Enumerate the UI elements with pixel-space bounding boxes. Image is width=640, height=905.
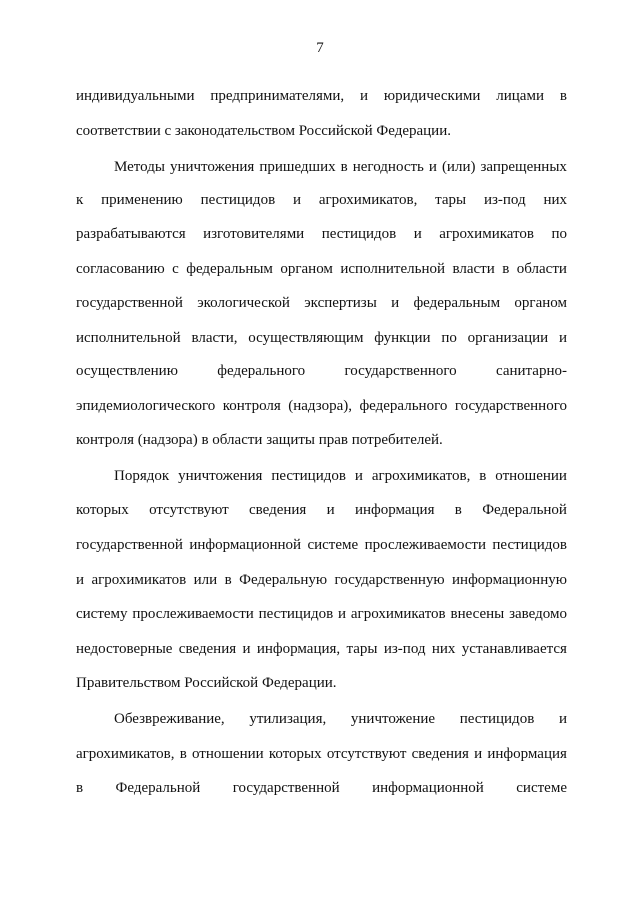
word: индивидуальными [76, 88, 195, 104]
word: систему [76, 606, 128, 622]
word: и [558, 330, 567, 346]
word: которых [76, 502, 129, 518]
word: осуществляющим [248, 330, 364, 346]
text-line [76, 570, 567, 590]
word: организации [467, 330, 549, 346]
word: эпидемиологического [76, 398, 216, 414]
word: сведения [178, 641, 237, 657]
word: государственной [76, 295, 183, 311]
word: агрохимикатов, [371, 468, 471, 484]
word: в [340, 159, 348, 175]
word: государственного [454, 398, 567, 414]
word: с [172, 261, 179, 277]
word: функции [374, 330, 431, 346]
word: контроля [222, 398, 281, 414]
word: и [558, 711, 567, 727]
word: предпринимателями, [210, 88, 345, 104]
word: отношении [495, 468, 567, 484]
word: из-под [383, 641, 426, 657]
word: юридическими [383, 88, 481, 104]
text-line [76, 86, 567, 106]
word: прослеживаемости [364, 537, 486, 553]
word: органом [514, 295, 567, 311]
word: них [543, 192, 567, 208]
word: информационной [372, 780, 484, 796]
text-line [76, 293, 567, 313]
word: тары [435, 192, 467, 208]
word: государственной [76, 537, 183, 553]
word: прослеживаемости [132, 606, 254, 622]
word: изготовителями [203, 226, 305, 242]
text-line [76, 259, 567, 279]
word: лицами [496, 88, 544, 104]
word: согласованию [76, 261, 165, 277]
word: в [454, 502, 462, 518]
word: и [292, 192, 301, 208]
word: уничтожение [350, 711, 436, 727]
word: федерального [217, 363, 306, 379]
text-line [76, 190, 567, 210]
word: тары [346, 641, 378, 657]
word: них [431, 641, 456, 657]
word: по [551, 226, 567, 242]
word: санитарно- [496, 363, 567, 379]
word: Порядок [114, 468, 170, 484]
word: отсутствуют [149, 502, 229, 518]
text-line [76, 744, 567, 764]
word: агрохимикатов [350, 606, 446, 622]
word: и [360, 88, 369, 104]
word: уничтожения [169, 159, 255, 175]
text-line [76, 639, 567, 659]
text-line [76, 328, 567, 348]
word: пестицидов [459, 711, 535, 727]
word: пестицидов [321, 226, 397, 242]
text-line [76, 361, 567, 381]
word: информация [487, 746, 567, 762]
word: пестицидов [492, 537, 567, 553]
word: к [76, 192, 84, 208]
text-line [76, 396, 567, 416]
word: и [413, 226, 422, 242]
word: области [516, 261, 567, 277]
word: и [391, 295, 400, 311]
word: которых [268, 746, 322, 762]
word: и [242, 641, 251, 657]
page-number: 7 [316, 40, 324, 56]
word: органом [280, 261, 333, 277]
text-line [76, 604, 567, 624]
word: пестицидов [200, 192, 276, 208]
word: федеральным [413, 295, 501, 311]
word: федеральным [186, 261, 273, 277]
word: Федеральной [482, 502, 567, 518]
word: сведения [248, 502, 307, 518]
word: исполнительной [76, 330, 181, 346]
word: агрохимикатов [439, 226, 534, 242]
word: агрохимикатов, [318, 192, 418, 208]
word: уничтожения [178, 468, 263, 484]
word: и [326, 502, 335, 518]
word: Федеральную [239, 572, 328, 588]
word: негодность [352, 159, 424, 175]
word: или [193, 572, 218, 588]
word: в [179, 746, 187, 762]
word: запрещенных [480, 159, 567, 175]
word: исполнительной [340, 261, 446, 277]
word: системе [516, 780, 567, 796]
word: пестицидов [258, 606, 334, 622]
word: государственной [232, 780, 340, 796]
word: и [354, 468, 363, 484]
word: сведения [411, 746, 469, 762]
word: отношении [191, 746, 264, 762]
word: отсутствуют [326, 746, 407, 762]
word: осуществлению [76, 363, 178, 379]
word: власти, [191, 330, 238, 346]
word: в [76, 780, 84, 796]
word: разрабатываются [76, 226, 186, 242]
word: Обезвреживание, [114, 711, 225, 727]
word: информационной [189, 537, 302, 553]
word: системе [307, 537, 359, 553]
word: пестицидов [271, 468, 346, 484]
word: по [441, 330, 457, 346]
text-line: соответствии с законодательством Российской Федерации. [76, 123, 451, 139]
text-line [114, 466, 567, 486]
word: экспертизы [304, 295, 377, 311]
word: государственного [344, 363, 457, 379]
word: из-под [483, 192, 526, 208]
text-line [76, 224, 567, 244]
word: информация [354, 502, 435, 518]
text-line [114, 709, 567, 729]
word: и [76, 572, 85, 588]
word: и [428, 159, 437, 175]
word: утилизация, [249, 711, 327, 727]
word: власти [452, 261, 495, 277]
word: агрохимикатов [91, 572, 187, 588]
text-line [76, 778, 567, 798]
word: (или) [441, 159, 476, 175]
word: применению [101, 192, 183, 208]
word: экологической [197, 295, 290, 311]
text-line: контроля (надзора) в области защиты прав потребителей. [76, 432, 443, 448]
word: в [224, 572, 232, 588]
word: агрохимикатов, [76, 746, 175, 762]
word: недостоверные [76, 641, 173, 657]
word: заведомо [509, 606, 567, 622]
word: в [502, 261, 510, 277]
word: Методы [114, 159, 165, 175]
word: Федеральной [115, 780, 201, 796]
word: и [338, 606, 347, 622]
word: в [479, 468, 487, 484]
word: в [559, 88, 567, 104]
word: федерального [359, 398, 448, 414]
text-line [76, 500, 567, 520]
text-line: Правительством Российской Федерации. [76, 675, 337, 691]
text-line [76, 535, 567, 555]
word: и [474, 746, 483, 762]
word: пришедших [259, 159, 336, 175]
word: государственную [334, 572, 445, 588]
word: (надзора), [288, 398, 352, 414]
word: информационную [452, 572, 567, 588]
text-line [114, 157, 567, 177]
word: информация, [256, 641, 341, 657]
word: внесены [450, 606, 505, 622]
word: устанавливается [461, 641, 567, 657]
